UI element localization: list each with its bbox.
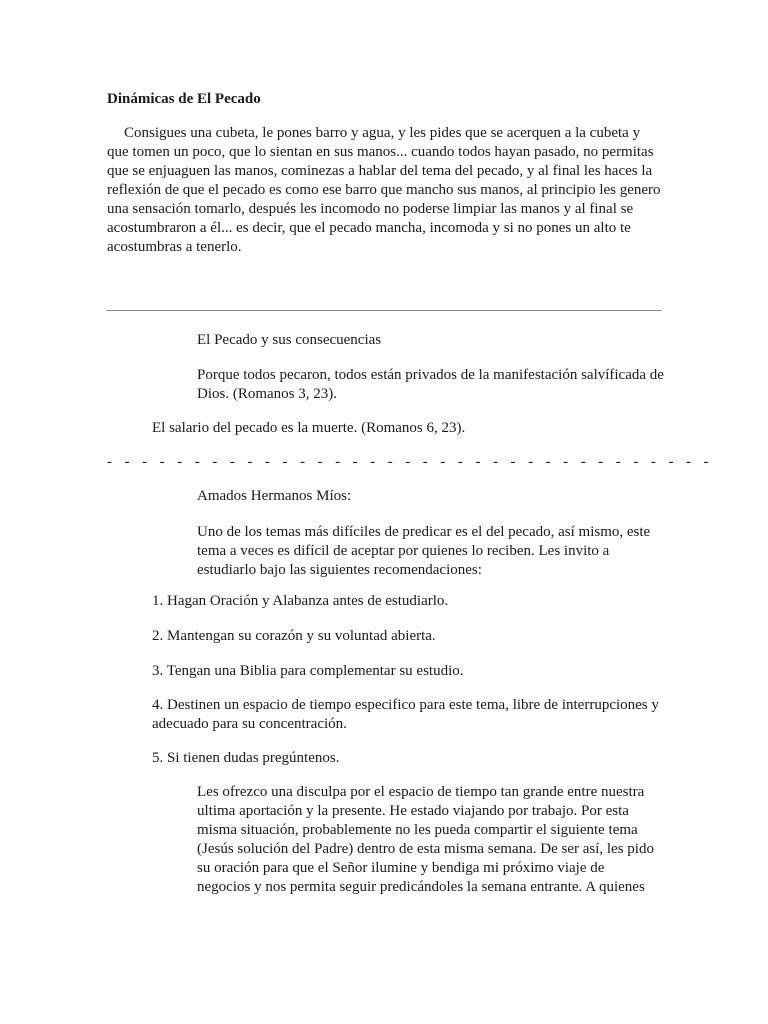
intro-paragraph: Consigues una cubeta, le pones barro y agua, y les pides que se acerquen a la cubeta y que tomen un poco, que lo sientan en sus manos... cuando todos hayan pasado, no permitas que se enjuaguen las manos, cominezas a hablar del tema del pecado, y al final les haces la reflexión de que el pecado es como ese barro que mancho sus manos, al principio les genero una sensación tomarlo, después les incomodo no poderse limpiar las manos y al final se acostumbraron a él... es decir, que el pecado mancha, incomoda y si no pones un alto te acostumbras a tenerlo.: [107, 125, 661, 255]
intro-text: Uno de los temas más difíciles de predicar es el del pecado, así mismo, este tema a veces es difícil de aceptar por quienes lo reciben. Les invito a estudiarlo bajo las siguientes recomendaciones:: [197, 524, 651, 578]
document-title: Dinámicas de El Pecado: [107, 91, 261, 107]
bible-quote-romans-3-23: Porque todos pecaron, todos están privados de la manifestación salvíficada de Dios. (Romanos 3, 23).: [197, 367, 664, 402]
recommendation-item: 5. Si tienen dudas pregúntenos.: [152, 750, 340, 766]
section-title: El Pecado y sus consecuencias: [197, 332, 382, 348]
bible-quote-romans-6-23: El salario del pecado es la muerte. (Romanos 6, 23).: [152, 420, 466, 436]
recommendation-item: 2. Mantengan su corazón y su voluntad abierta.: [152, 628, 436, 644]
recommendation-item: 3. Tengan una Biblia para complementar su estudio.: [152, 663, 464, 679]
horizontal-rule: [107, 310, 661, 311]
greeting: Amados Hermanos Míos:: [197, 488, 352, 504]
recommendation-item: 4. Destinen un espacio de tiempo especifico para este tema, libre de interrupciones y adecuado para su concentración.: [152, 697, 659, 732]
closing-paragraph: Les ofrezco una disculpa por el espacio de tiempo tan grande entre nuestra ultima aportación y la presente. He estado viajando por trabajo. Por esta misma situación, probablemente no les pueda compartir el siguiente tema (Jesús solución del Padre) dentro de esta misma semana. De ser así, les pido su oración para que el Señor ilumine y bendiga mi próximo viaje de negocios y nos permita seguir predicándoles la semana entrante. A quienes: [197, 784, 654, 895]
recommendation-item: 1. Hagan Oración y Alabanza antes de estudiarlo.: [152, 593, 449, 609]
dashed-separator: - - - - - - - - - - - - - - - - - - - - - - - - - - - - - - - - - - -: [107, 454, 713, 470]
